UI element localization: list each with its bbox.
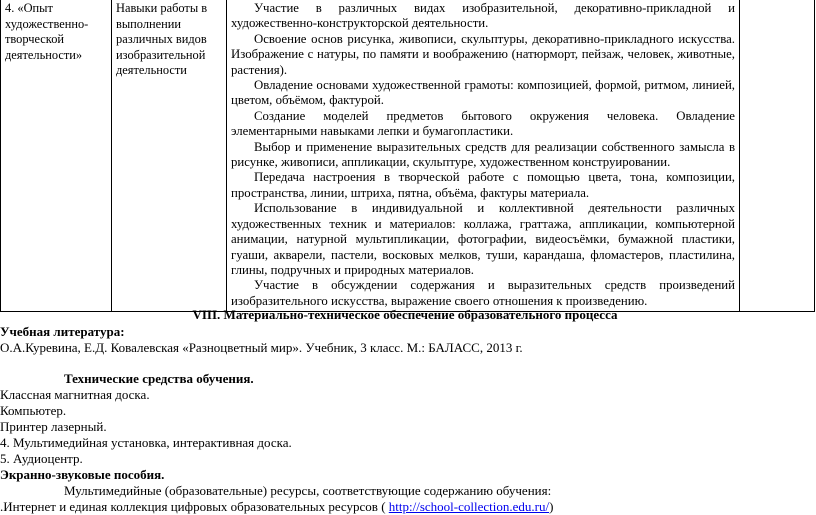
list-item: Классная магнитная доска.	[0, 387, 150, 402]
resource-line	[0, 499, 816, 515]
activity-paragraph: Участие в различных видах изобразительной, декоративно-прикладной и художественно-конструкторской деятельности.	[231, 1, 735, 31]
resource-suffix: )	[549, 499, 554, 514]
tech-means-title: Технические средства обучения.	[64, 371, 254, 386]
list-item: 5. Аудиоцентр.	[0, 451, 83, 466]
literature-item: О.А.Куревина, Е.Д. Ковалевская «Разноцветный мир». Учебник, 3 класс. М.: БАЛАСС, 2013 г.	[0, 340, 523, 355]
literature-title: Учебная литература:	[0, 324, 125, 339]
av-aids-title: Экранно-звуковые пособия.	[0, 467, 165, 482]
list-item: Принтер лазерный.	[0, 419, 107, 434]
activities-cell	[227, 0, 740, 312]
activity-paragraph: Освоение основ рисунка, живописи, скульптуры, декоративно-прикладного искусства. Изображение с натуры, по памяти и воображению (натюрморт, пейзаж, человек, животные, растения).	[231, 31, 735, 77]
activity-paragraph: Передача настроения в творческой работе с помощью цвета, тона, композиции, пространства, линии, штриха, пятна, объёма, фактуры материала.	[231, 170, 735, 200]
section-name-cell: 4. «Опыт художественно-творческой деятельности»	[1, 0, 112, 312]
school-collection-link[interactable]: http://school-collection.edu.ru/	[388, 499, 550, 514]
resource-prefix: .Интернет и единая коллекция цифровых образовательных ресурсов (	[0, 499, 389, 514]
activity-paragraph: Создание моделей предметов бытового окружения человека. Овладение элементарными навыками лепки и бумагопластики.	[231, 108, 735, 139]
activity-paragraph: Участие в обсуждении содержания и выразительных средств произведений изобразительного искусства, выражение своего отношения к произведению.	[231, 278, 735, 308]
section-heading: VIII. Материально-техническое обеспечение образовательного процесса	[192, 307, 618, 322]
activity-paragraph: Использование в индивидуальной и коллективной деятельности различных художественных техник и материалов: коллажа, граттажа, аппликации, компьютерной анимации, натурной мультипликации, фотографии, видеосъёмки, бумажной пластики, гуаши, акварели, пастели, восковых мелков, туши, карандаша, фломастеров, пластилина, глины, подручных и природных материалов.	[231, 201, 735, 277]
empty-cell	[740, 0, 815, 312]
skills-cell: Навыки работы в выполнении различных видов изобразительной деятельности	[112, 0, 227, 312]
table-row	[1, 0, 815, 312]
av-aids-note: Мультимедийные (образовательные) ресурсы, соответствующие содержанию обучения:	[64, 483, 552, 498]
activity-paragraph: Овладение основами художественной грамоты: композицией, формой, ритмом, линией, цветом, объёмом, фактурой.	[231, 78, 735, 108]
activity-paragraph: Выбор и применение выразительных средств для реализации собственного замысла в рисунке, живописи, аппликации, скульптуре, художественном конструировании.	[231, 139, 735, 170]
list-item: Компьютер.	[0, 403, 67, 418]
list-item: 4. Мультимедийная установка, интерактивная доска.	[0, 435, 292, 450]
tech-means-list	[0, 387, 816, 467]
